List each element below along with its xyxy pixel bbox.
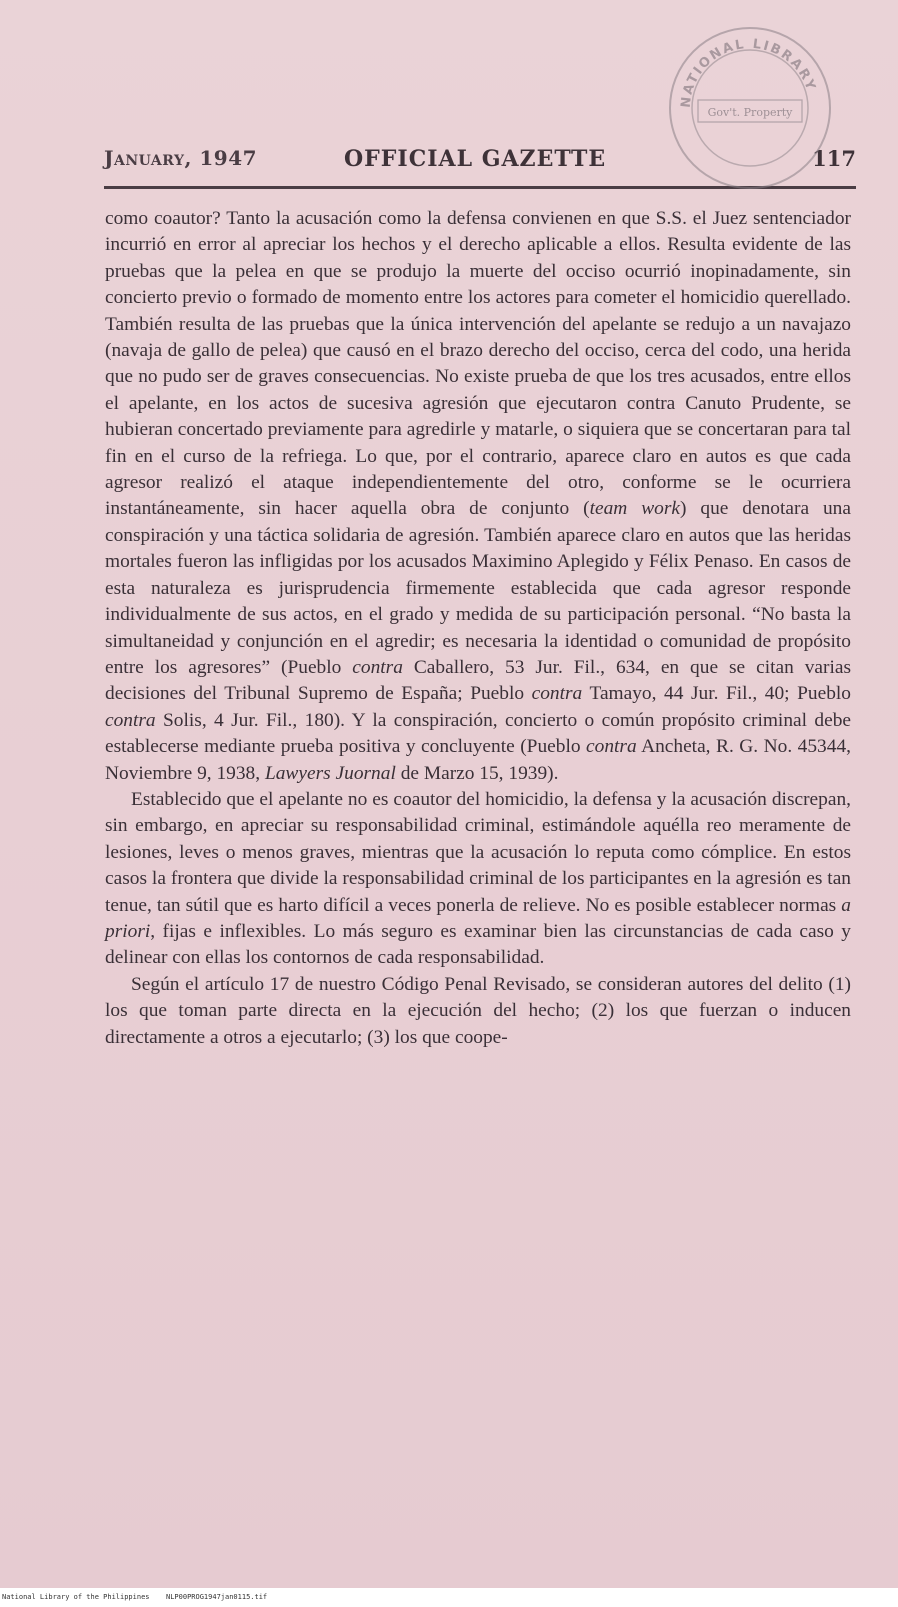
body-text [105,206,851,1051]
paragraph [105,206,851,787]
italic-text: contra [586,736,637,758]
text-run: Solis, 4 Jur. Fil., 180). Y la conspiración, concierto o común propósito criminal debe establecerse mediante prueba positiva y concluyente (Pueblo [105,709,851,758]
scan-footer [0,1588,898,1607]
text-run: Establecido que el apelante no es coautor del homicidio, la defensa y la acusación discrepan, sin embargo, en apreciar su responsabilidad criminal, estimándole aquélla reo meramente de lesiones, leves o menos graves, mientras que la acusación lo reputa como cómplice. En estos casos la frontera que divide la responsabilidad criminal de los participantes en la agresión es tan tenue, tan sútil que es harto difícil a veces ponerla de relieve. No es posible establecer normas [105,788,851,916]
paragraph [105,787,851,972]
italic-text: team work [589,498,680,520]
italic-text: Lawyers Juornal [264,762,396,784]
paragraph [105,972,851,1051]
text-run: Tamayo, 44 Jur. Fil., 40; Pueblo [582,683,851,705]
footer-source: National Library of the Philippines [2,1593,150,1601]
svg-text:NATIONAL LIBRARY [679,37,819,109]
text-run: Caballero, 53 Jur. Fil., 634, en que se citan varias decisiones del Tribunal Supremo de España; Pueblo [105,656,852,705]
text-run: como coautor? Tanto la acusación como la defensa convienen en que S.S. el Juez sentenciador incurrió en error al apreciar los hechos y el derecho aplicable a ellos. Resulta evidente de las pruebas que la pelea en que se produjo la muerte del occiso ocurrió inopinadamente, sin concierto previo o formado de momento entre los actores para cometer el homicidio querellado. También resulta de las pruebas que la única intervención del apelante se redujo a un navajazo (navaja de gallo de pelea) que causó en el brazo derecho del occiso, cerca del codo, una herida que no pudo ser de graves consecuencias. No existe prueba de que los tres acusados, entre ellos el apelante, en los actos de sucesiva agresión que ejecutaron contra Canuto Prudente, se hubieran concertado previamente para agredirle y matarle, o siquiera que se concertaran para tal fin en el curso de la refriega. Lo que, por el contrario, aparece claro en autos es que cada agresor realizó el ataque independientemente del otro, conforme se le ocurriera instantáneamente, sin hacer aquella obra de conjunto ( [105,208,851,520]
italic-text: a priori [105,894,851,942]
header-date: January, 1947 [104,146,258,170]
italic-text: contra [531,683,583,705]
text-run: de Marzo 15, 1939). [395,762,559,784]
header-title: OFFICIAL GAZETTE [344,146,607,172]
page-number: 117 [812,146,856,171]
text-run: Según el artículo 17 de nuestro Código Penal Revisado, se consideran autores del delito (1) los que toman parte directa en la ejecución del hecho; (2) los que fuerzan o inducen directamente a otros a ejecutarlo; (3) los que coope- [105,973,851,1048]
text-run: , fijas e inflexibles. Lo más seguro es examinar bien las circunstancias de cada caso y delinear con ellas los contornos de cada responsabilidad. [105,920,851,969]
footer-filename: NLP00PROG1947jan0115.tif [166,1593,268,1601]
text-run: Ancheta, R. G. No. 45344, Noviembre 9, 1938, [105,736,851,784]
stamp-inner-text: Gov't. Property [707,106,793,119]
text-run: ) que denotara una conspiración y una táctica solidaria de agresión. También aparece claro en autos que las heridas mortales fueron las infligidas por los acusados Maximino Aplegido y Félix Penaso. En casos de esta naturaleza es jurisprudencia firmemente establecida que cada agresor responde individualmente de sus actos, en el grado y medida de su participación personal. “No basta la simultaneidad y conjunción en el agredir; es necesaria la identidad o comunidad de propósito entre los agresores” (Pueblo [105,498,851,678]
italic-text: contra [352,656,403,678]
stamp-outer-text: NATIONAL LIBRARY [678,36,819,109]
italic-text: contra [105,709,156,731]
library-stamp [664,22,836,194]
